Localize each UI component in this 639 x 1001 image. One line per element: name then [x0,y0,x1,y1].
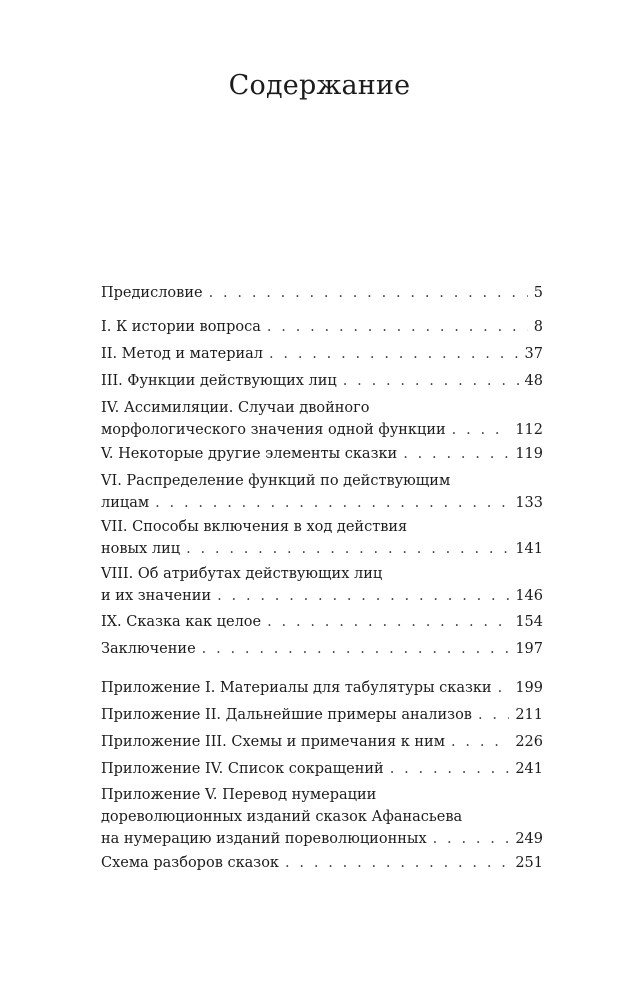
toc-entry-title: VIII. Об атрибутах действующих лиц [101,566,383,582]
leader-dots [452,419,510,441]
toc-page-number: 37 [524,346,543,362]
page-title: Содержание [228,70,411,101]
toc-entry-title: Заключение [101,641,196,657]
toc-entry-title: Приложение V. Перевод нумерации [101,787,377,803]
toc-entry-title: Приложение IV. Список сокращений [101,761,384,777]
leader-dots [267,611,509,633]
toc-page-number: 154 [515,614,543,630]
toc-page-number: 199 [515,680,543,696]
toc-entry [101,677,543,699]
toc-entry-title: V. Некоторые другие элементы сказки [101,446,398,462]
leader-dots [155,492,509,514]
toc-entry-title: Приложение I. Материалы для табулятуры сказки [101,680,492,696]
toc-entry [101,704,543,726]
leader-dots [451,731,509,753]
toc-entry-title: IX. Сказка как целое [101,614,262,630]
leader-dots [202,638,510,660]
toc-entry [101,784,543,850]
toc-entry-title-cont: на нумерацию изданий пореволюционных [101,831,427,847]
toc-entry [101,516,543,560]
toc-entry [101,443,543,465]
toc-entry [101,758,543,780]
leader-dots [498,677,510,699]
toc-entry [101,282,543,304]
toc-entry [101,563,543,607]
toc-entry [101,343,543,365]
toc-entry-title: II. Метод и материал [101,346,263,362]
toc-page-number: 211 [515,707,543,723]
leader-dots [186,538,509,560]
toc-page-number: 226 [515,734,543,750]
leader-dots [285,852,509,874]
toc-entry [101,397,543,441]
toc-entry [101,370,543,392]
toc-entry-title: VI. Распределение функций по действующим [101,473,451,489]
toc-page-number: 5 [533,285,543,301]
toc-entry [101,852,543,874]
leader-dots [269,343,519,365]
toc-page-number: 8 [533,319,543,335]
toc-entry-title: III. Функции действующих лиц [101,373,337,389]
toc-page-number: 119 [515,446,543,462]
toc-entry [101,316,543,338]
toc-entry-title: VII. Способы включения в ход действия [101,519,408,535]
toc-entry-title-cont: морфологического значения одной функции [101,422,446,438]
toc-page-number: 141 [515,541,543,557]
toc-entry-title-cont: новых лиц [101,541,181,557]
leader-dots [209,282,528,304]
toc-entry [101,638,543,660]
toc-page-number: 146 [515,588,543,604]
leader-dots [478,704,509,726]
toc-entry-title: Предисловие [101,285,203,301]
leader-dots [343,370,519,392]
toc-page-number: 133 [515,495,543,511]
toc-entry-title: I. К истории вопроса [101,319,261,335]
toc-entry [101,731,543,753]
toc-page-number: 251 [515,855,543,871]
toc-entry [101,470,543,514]
toc-page-number: 48 [524,373,543,389]
toc-page-number: 249 [515,831,543,847]
toc-entry-title: Схема разборов сказок [101,855,279,871]
toc-entry-title-cont: и их значении [101,588,212,604]
leader-dots [267,316,528,338]
toc-entry-title-cont: лицам [101,495,150,511]
leader-dots [403,443,509,465]
toc-entry-title: IV. Ассимиляции. Случаи двойного [101,400,370,416]
toc-page-number: 112 [515,422,543,438]
toc-entry-title: Приложение II. Дальнейшие примеры анализов [101,707,472,723]
leader-dots [433,828,510,850]
leader-dots [217,585,509,607]
toc-entry-title-cont: дореволюционных изданий сказок Афанасьева [101,809,463,825]
toc-page-number: 197 [515,641,543,657]
toc-entry [101,611,543,633]
leader-dots [390,758,510,780]
toc-page-number: 241 [515,761,543,777]
toc-entry-title: Приложение III. Схемы и примечания к ним [101,734,445,750]
